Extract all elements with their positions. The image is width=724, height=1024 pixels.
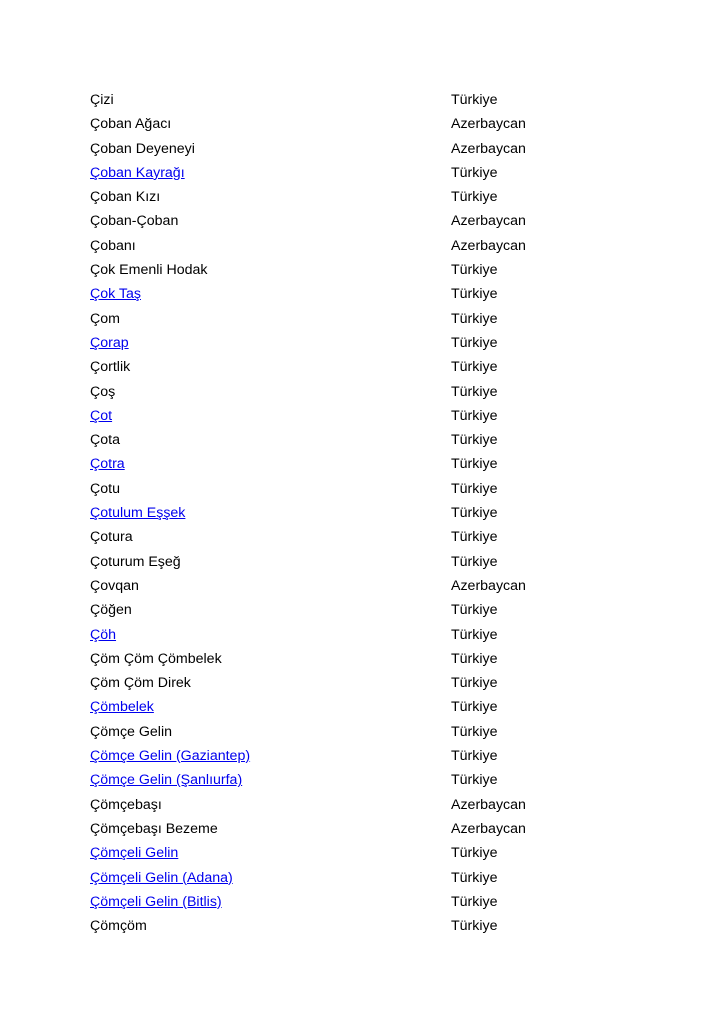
entry-name-link[interactable]: Çömçeli Gelin bbox=[90, 845, 179, 862]
list-item bbox=[90, 793, 650, 817]
list-item bbox=[90, 671, 650, 695]
entry-name: Çoban Ağacı bbox=[90, 116, 172, 133]
entry-name: Çömçebaşı Bezeme bbox=[90, 820, 218, 837]
entry-region: Türkiye bbox=[451, 553, 498, 570]
entry-region: Türkiye bbox=[451, 699, 498, 716]
list-item bbox=[90, 258, 650, 282]
list-item bbox=[90, 768, 650, 792]
entry-name: Çöm Çöm Çömbelek bbox=[90, 650, 222, 667]
list-item bbox=[90, 331, 650, 355]
list-item bbox=[90, 404, 650, 428]
list-item bbox=[90, 574, 650, 598]
entry-name: Çom bbox=[90, 310, 120, 327]
list-item bbox=[90, 282, 650, 306]
entry-list bbox=[90, 88, 650, 938]
entry-region: Türkiye bbox=[451, 748, 498, 765]
entry-region: Türkiye bbox=[451, 164, 498, 181]
entry-name-link[interactable]: Çotulum Eşşek bbox=[90, 505, 186, 522]
entry-region: Azerbaycan bbox=[451, 237, 526, 254]
entry-region: Türkiye bbox=[451, 310, 498, 327]
list-item bbox=[90, 112, 650, 136]
entry-name: Çok Emenli Hodak bbox=[90, 262, 208, 279]
entry-region: Türkiye bbox=[451, 869, 498, 886]
entry-region: Azerbaycan bbox=[451, 820, 526, 837]
list-item bbox=[90, 307, 650, 331]
entry-name: Çoban Deyeneyi bbox=[90, 140, 195, 157]
entry-name: Çotura bbox=[90, 529, 133, 546]
entry-name: Çotu bbox=[90, 480, 120, 497]
list-item bbox=[90, 550, 650, 574]
entry-region: Türkiye bbox=[451, 92, 498, 108]
entry-region: Türkiye bbox=[451, 334, 498, 351]
entry-name-link[interactable]: Çömçe Gelin (Gaziantep) bbox=[90, 748, 251, 765]
entry-region: Türkiye bbox=[451, 359, 498, 376]
entry-region: Türkiye bbox=[451, 650, 498, 667]
list-item bbox=[90, 234, 650, 258]
entry-region: Türkiye bbox=[451, 675, 498, 692]
entry-name: Çortlik bbox=[90, 359, 131, 376]
list-item bbox=[90, 866, 650, 890]
entry-region: Türkiye bbox=[451, 602, 498, 619]
entry-name-link[interactable]: Çömbelek bbox=[90, 699, 154, 716]
entry-name-link[interactable]: Çömçeli Gelin (Bitlis) bbox=[90, 893, 222, 910]
entry-name: Çöm Çöm Direk bbox=[90, 675, 191, 692]
entry-name-link[interactable]: Çotra bbox=[90, 456, 125, 473]
entry-name-link[interactable]: Çömçe Gelin (Şanlıurfa) bbox=[90, 772, 243, 789]
entry-region: Türkiye bbox=[451, 383, 498, 400]
entry-region: Türkiye bbox=[451, 893, 498, 910]
entry-region: Türkiye bbox=[451, 407, 498, 424]
entry-region: Türkiye bbox=[451, 286, 498, 303]
entry-region: Türkiye bbox=[451, 456, 498, 473]
entry-name: Çizi bbox=[90, 92, 114, 108]
list-item bbox=[90, 841, 650, 865]
entry-region: Türkiye bbox=[451, 845, 498, 862]
entry-name-link[interactable]: Çot bbox=[90, 407, 113, 424]
entry-name-link[interactable]: Çorap bbox=[90, 334, 129, 351]
entry-region: Türkiye bbox=[451, 918, 498, 935]
entry-name: Çömçe Gelin bbox=[90, 723, 173, 740]
entry-name: Çobanı bbox=[90, 237, 136, 254]
entry-region: Azerbaycan bbox=[451, 577, 526, 594]
entry-region: Türkiye bbox=[451, 505, 498, 522]
list-item bbox=[90, 161, 650, 185]
list-item bbox=[90, 695, 650, 719]
entry-region: Türkiye bbox=[451, 723, 498, 740]
entry-region: Türkiye bbox=[451, 432, 498, 449]
list-item bbox=[90, 817, 650, 841]
entry-name: Çömçöm bbox=[90, 918, 147, 935]
entry-region: Türkiye bbox=[451, 772, 498, 789]
list-item bbox=[90, 890, 650, 914]
entry-region: Azerbaycan bbox=[451, 213, 526, 230]
entry-region: Türkiye bbox=[451, 480, 498, 497]
entry-region: Azerbaycan bbox=[451, 116, 526, 133]
entry-region: Azerbaycan bbox=[451, 140, 526, 157]
list-item bbox=[90, 525, 650, 549]
entry-name-link[interactable]: Çok Taş bbox=[90, 286, 141, 303]
entry-name: Çöğen bbox=[90, 602, 132, 619]
entry-name: Çömçebaşı bbox=[90, 796, 162, 813]
list-item bbox=[90, 598, 650, 622]
list-item bbox=[90, 914, 650, 938]
list-item bbox=[90, 623, 650, 647]
list-item bbox=[90, 647, 650, 671]
entry-name: Çota bbox=[90, 432, 120, 449]
list-item bbox=[90, 428, 650, 452]
list-item bbox=[90, 209, 650, 233]
list-item bbox=[90, 88, 650, 112]
entry-name: Çoturum Eşeğ bbox=[90, 553, 181, 570]
entry-name-link[interactable]: Çöh bbox=[90, 626, 117, 643]
entry-name: Çoban-Çoban bbox=[90, 213, 179, 230]
list-item bbox=[90, 355, 650, 379]
list-item bbox=[90, 744, 650, 768]
entry-name: Çovqan bbox=[90, 577, 139, 594]
entry-region: Azerbaycan bbox=[451, 796, 526, 813]
list-item bbox=[90, 501, 650, 525]
list-item bbox=[90, 452, 650, 476]
entry-name: Çoş bbox=[90, 383, 116, 400]
entry-region: Türkiye bbox=[451, 262, 498, 279]
list-item bbox=[90, 720, 650, 744]
entry-region: Türkiye bbox=[451, 529, 498, 546]
entry-region: Türkiye bbox=[451, 189, 498, 206]
list-item bbox=[90, 137, 650, 161]
list-item bbox=[90, 185, 650, 209]
list-item bbox=[90, 477, 650, 501]
entry-region: Türkiye bbox=[451, 626, 498, 643]
entry-name-link[interactable]: Çoban Kayrağı bbox=[90, 164, 185, 181]
entry-name-link[interactable]: Çömçeli Gelin (Adana) bbox=[90, 869, 233, 886]
entry-name: Çoban Kızı bbox=[90, 189, 161, 206]
list-item bbox=[90, 380, 650, 404]
